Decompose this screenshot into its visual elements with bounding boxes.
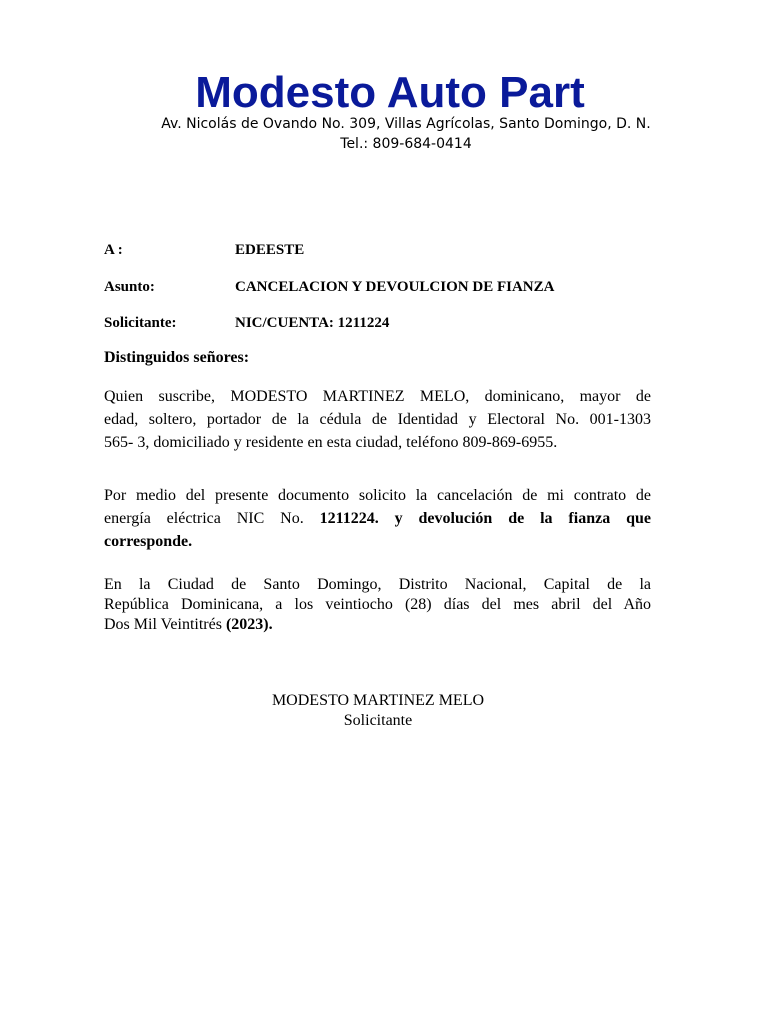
- paragraph-text: energía eléctrica NIC No.: [104, 510, 304, 527]
- paragraph-bold-text: 1211224. y devolución de la fianza que: [319, 510, 651, 527]
- paragraph-line: [104, 615, 651, 635]
- meta-subject-label: Asunto:: [104, 279, 155, 295]
- paragraph-date: [104, 575, 651, 635]
- meta-applicant-value: NIC/CUENTA: 1211224: [235, 315, 390, 331]
- greeting: Distinguidos señores:: [104, 349, 250, 366]
- company-address: Av. Nicolás de Ovando No. 309, Villas Agrícolas, Santo Domingo, D. N.: [161, 116, 651, 132]
- meta-applicant-label: Solicitante:: [104, 315, 177, 331]
- company-name: Modesto Auto Part: [195, 68, 585, 117]
- paragraph-text: Dos Mil Veintitrés: [104, 616, 222, 633]
- paragraph-line: [104, 507, 651, 530]
- signature-name: MODESTO MARTINEZ MELO: [271, 692, 485, 709]
- company-phone: Tel.: 809-684-0414: [340, 136, 472, 152]
- signature-role: Solicitante: [343, 712, 413, 729]
- meta-to-value: EDEESTE: [235, 242, 305, 258]
- paragraph-line: edad, soltero, portador de la cédula de Identidad y Electoral No. 001-1303: [104, 411, 651, 428]
- meta-to-label: A :: [104, 242, 123, 258]
- paragraph-line: En la Ciudad de Santo Domingo, Distrito Nacional, Capital de la: [104, 576, 651, 593]
- paragraph-line: Quien suscribe, MODESTO MARTINEZ MELO, dominicano, mayor de: [104, 388, 651, 405]
- meta-subject-value: CANCELACION Y DEVOULCION DE FIANZA: [235, 279, 555, 295]
- paragraph-bold-text: corresponde.: [104, 533, 193, 550]
- paragraph-line: [104, 530, 651, 553]
- paragraph-request: [104, 484, 651, 553]
- paragraph-bold-text: (2023).: [225, 616, 273, 633]
- paragraph-line: Por medio del presente documento solicito la cancelación de mi contrato de: [104, 487, 651, 504]
- paragraph-identity: [104, 385, 651, 454]
- paragraph-line: República Dominicana, a los veintiocho (28) días del mes abril del Año: [104, 596, 651, 613]
- paragraph-line: 565- 3, domiciliado y residente en esta ciudad, teléfono 809-869-6955.: [104, 434, 558, 451]
